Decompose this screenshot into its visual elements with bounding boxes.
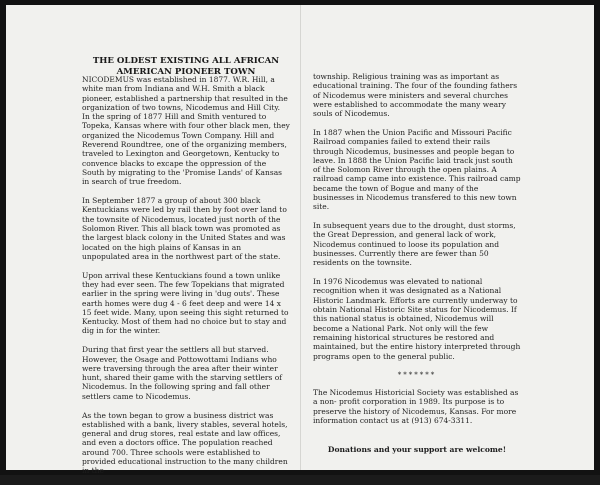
left-column <box>82 55 290 485</box>
paragraph-establishment: NICODEMUS was established in 1877. W.R. Hill, a white man from Indiana and W.H. Smith a black pioneer, established a partnership that resulted in the organization of two towns, Nicodemus and Hill City. In the spring of 1877 Hill and Smith ventured to Topeka, Kansas where with four other black men, they organized the Nicodemus Town Company. Hill and Reverend Roundtree, one of the organizing members, traveled to Lexington and Georgetown, Kentucky to convence blacks to excape the oppression of the South by migrating to the 'Promise Lands' of Kansas in search of true freedom. <box>82 75 290 187</box>
paragraph-railroad: In 1887 when the Union Pacific and Missouri Pacific Railroad companies failed to extend their rails through Nicodemus, businesses and people began to leave. In 1888 the Union Pacific laid track just south of the Solomon River through the open plains. A railroad camp came into existence. This railroad camp became the town of Bogue and many of the businesses in Nicodemus transfered to this new town site. <box>313 127 521 212</box>
closing-message: Donations and your support are welcome! <box>327 445 507 455</box>
paragraph-religion: township. Religious training was as important as educational training. The four of the founding fathers of Nicodemus were ministers and several churches were established to accommodate the many weary souls of Nicodemus. <box>313 72 518 119</box>
right-column <box>313 72 521 455</box>
paragraph-dugouts: Upon arrival these Kentuckians found a town unlike they had ever seen. The few Topekians that migrated earlier in the spring were living in 'dug outs'. These earth homes were dug 4 - 6 feet deep and were 14 x 15 feet wide. Many, upon seeing this sight returned to Kentucky. Most of them had no choice but to stay and dig in for the winter. <box>82 270 289 336</box>
separator-stars: ******* <box>397 370 437 379</box>
paragraph-arrival: In September 1877 a group of about 300 black Kentuckians were led by rail then by foot over land to the townsite of Nicodemus, located just north of the Solomon River. This all black town was promoted as the largest black colony in the United States and was located on the high plains of Kansas in an unpopulated area in the northwest part of the state. <box>82 196 287 261</box>
title-line-1: THE OLDEST EXISTING ALL AFRICAN <box>92 56 280 66</box>
paragraph-landmark: In 1976 Nicodemus was elevated to national recognition when it was designated as a National Historic Landmark. Efforts are currently underway to obtain National Historic Site status for Nicodemus. If this national status is obtained, Nicodemus will become a National Park. Not only will the few remaining historical structures be restored and maintained, but the entire history interpreted through programs open to the general public. <box>313 277 521 361</box>
paragraph-business-district: As the town began to grow a business district was established with a bank, livery stables, several hotels, general and drug stores, real estate and law offices, and even a doctors office. The population reached around 700. Three schools were established to provided educational instruction to the many children in the <box>82 410 288 476</box>
paragraph-first-year: During that first year the settlers all but starved. However, the Osage and Pottowottami Indians who were traversing through the area after their winter hunt, shared their game with the starving settlers of Nicodemus. In the following spring and fall other settlers came to Nicodemus. <box>82 345 283 401</box>
brochure-page <box>6 5 594 476</box>
center-fold <box>300 5 301 470</box>
paragraph-decline: In subsequent years due to the drought, dust storms, the Great Depression, and general lack of work, Nicodemus continued to loose its population and businesses. Currently there are fewer than 50 residents on the townsite. <box>313 221 516 268</box>
title-line-2: AMERICAN PIONEER TOWN <box>116 67 256 77</box>
paragraph-historical-society: The Nicodemus Historicial Society was established as a non- profit corporation in 1989. Its purpose is to preserve the history of Nicodemus, Kansas. For more information contact us at (913) 674-3311. <box>313 388 519 425</box>
